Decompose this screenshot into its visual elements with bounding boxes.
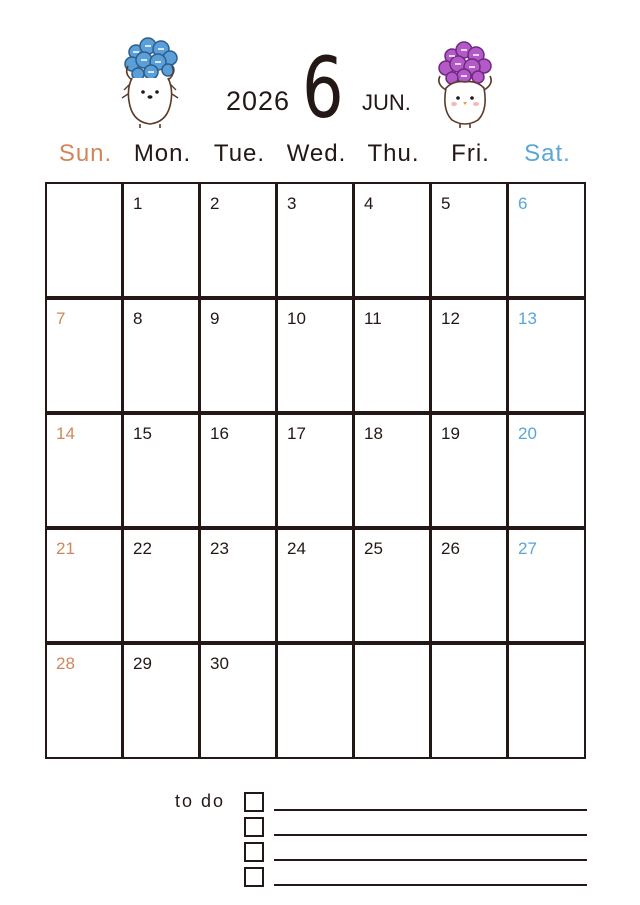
day-number: 15 <box>133 424 152 443</box>
day-number: 16 <box>210 424 229 443</box>
day-cell[interactable] <box>509 644 586 759</box>
todo-item <box>244 867 588 889</box>
day-cell[interactable] <box>432 644 509 759</box>
day-cell[interactable] <box>278 414 355 529</box>
calendar-month-name: JUN. <box>362 90 411 115</box>
day-number: 27 <box>518 539 537 558</box>
day-cell[interactable] <box>124 529 201 644</box>
day-number: 7 <box>56 309 66 328</box>
todo-write-line[interactable] <box>274 834 587 836</box>
day-number: 18 <box>364 424 383 443</box>
hedgehog-with-blue-hydrangea-icon <box>118 34 184 130</box>
day-number: 23 <box>210 539 229 558</box>
todo-label: to do <box>175 791 226 811</box>
weekday-thursday: Thu. <box>367 140 420 167</box>
day-cell[interactable] <box>509 414 586 529</box>
day-number: 17 <box>287 424 306 443</box>
day-cell[interactable] <box>432 184 509 299</box>
day-cell[interactable] <box>201 299 278 414</box>
todo-write-line[interactable] <box>274 884 587 886</box>
day-number: 24 <box>287 539 306 558</box>
day-number: 8 <box>133 309 143 328</box>
day-cell[interactable] <box>509 299 586 414</box>
weekday-saturday: Sat. <box>524 140 571 167</box>
calendar-year: 2026 <box>226 86 291 116</box>
day-cell[interactable] <box>201 184 278 299</box>
day-cell[interactable] <box>47 529 124 644</box>
day-number: 28 <box>56 654 75 673</box>
day-cell[interactable] <box>201 414 278 529</box>
weekday-wednesday: Wed. <box>286 140 347 167</box>
day-cell[interactable] <box>509 184 586 299</box>
day-number: 25 <box>364 539 383 558</box>
todo-item <box>244 842 588 864</box>
weekday-friday: Fri. <box>451 140 490 167</box>
calendar-month-number: 6 <box>302 39 344 137</box>
day-number: 21 <box>56 539 75 558</box>
day-number: 30 <box>210 654 229 673</box>
day-number: 9 <box>210 309 220 328</box>
bird-with-purple-hydrangea-icon <box>430 40 500 130</box>
day-number: 22 <box>133 539 152 558</box>
day-cell[interactable] <box>432 299 509 414</box>
weekday-tuesday: Tue. <box>213 140 266 167</box>
day-cell[interactable] <box>355 644 432 759</box>
todo-checkbox[interactable] <box>244 867 264 887</box>
day-number: 26 <box>441 539 460 558</box>
todo-write-line[interactable] <box>274 859 587 861</box>
day-cell[interactable] <box>124 184 201 299</box>
weekday-header-row <box>47 140 587 176</box>
day-number: 14 <box>56 424 75 443</box>
todo-checkbox[interactable] <box>244 817 264 837</box>
day-cell[interactable] <box>201 529 278 644</box>
day-number: 10 <box>287 309 306 328</box>
day-cell[interactable] <box>355 414 432 529</box>
weekday-sunday: Sun. <box>58 140 113 167</box>
todo-checkbox[interactable] <box>244 842 264 862</box>
day-number: 3 <box>287 194 297 213</box>
day-cell[interactable] <box>124 414 201 529</box>
day-cell[interactable] <box>355 184 432 299</box>
day-number: 5 <box>441 194 451 213</box>
day-number: 4 <box>364 194 374 213</box>
day-number: 2 <box>210 194 220 213</box>
weekday-monday: Mon. <box>133 140 192 167</box>
day-cell[interactable] <box>432 529 509 644</box>
day-cell[interactable] <box>278 299 355 414</box>
todo-item <box>244 817 588 839</box>
day-cell[interactable] <box>47 644 124 759</box>
calendar-header <box>0 0 640 140</box>
day-cell[interactable] <box>124 644 201 759</box>
day-number: 19 <box>441 424 460 443</box>
day-cell[interactable] <box>278 529 355 644</box>
day-number: 6 <box>518 194 528 213</box>
todo-item <box>244 792 588 814</box>
todo-checkbox[interactable] <box>244 792 264 812</box>
todo-write-line[interactable] <box>274 809 587 811</box>
todo-section <box>0 780 640 900</box>
day-number: 20 <box>518 424 537 443</box>
day-cell[interactable] <box>278 644 355 759</box>
day-cell[interactable] <box>509 529 586 644</box>
day-cell[interactable] <box>124 299 201 414</box>
day-cell[interactable] <box>47 414 124 529</box>
day-cell[interactable] <box>278 184 355 299</box>
calendar-grid <box>45 182 587 760</box>
day-cell[interactable] <box>201 644 278 759</box>
day-number: 12 <box>441 309 460 328</box>
day-number: 29 <box>133 654 152 673</box>
day-number: 1 <box>133 194 143 213</box>
day-cell[interactable] <box>47 299 124 414</box>
day-number: 13 <box>518 309 537 328</box>
day-cell[interactable] <box>355 299 432 414</box>
day-number: 11 <box>364 309 382 328</box>
day-cell[interactable] <box>47 184 124 299</box>
day-cell[interactable] <box>432 414 509 529</box>
day-cell[interactable] <box>355 529 432 644</box>
